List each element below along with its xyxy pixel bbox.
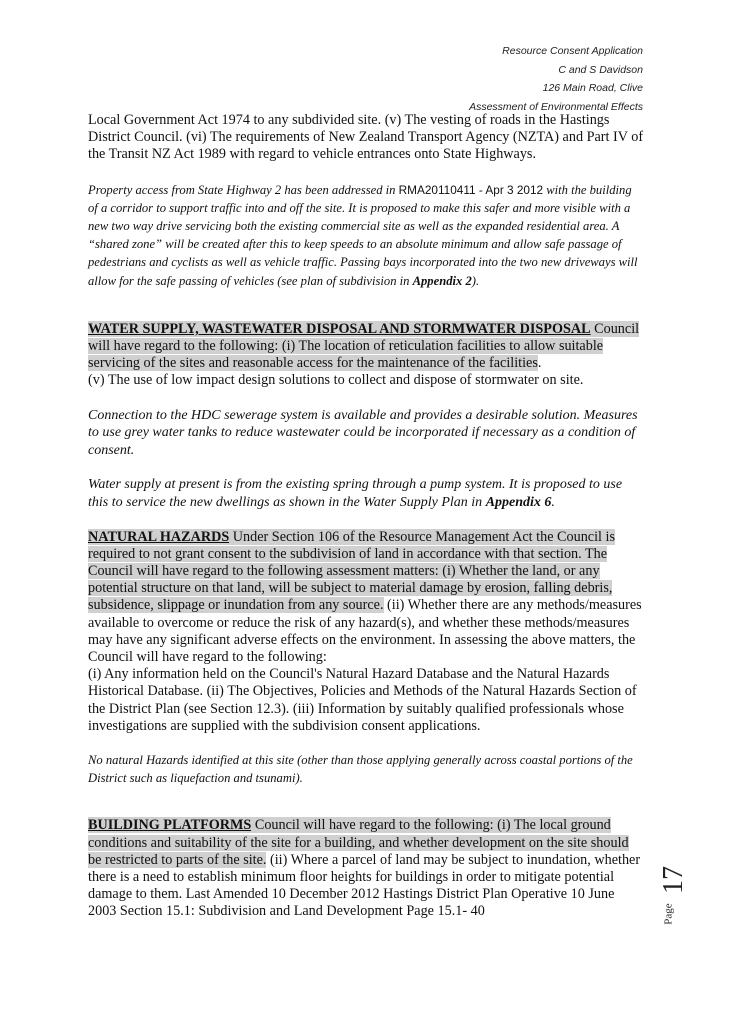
document-body: [88, 112, 644, 921]
paragraph-sewer: Connection to the HDC sewerage system is available and provides a desirable solution. Measures to use grey water tanks to reduce wastewater could be incorporated if necessary as a condition of consent.: [88, 407, 638, 458]
paragraph-water-supply: Water supply at present is from the existing spring through a pump system. It is proposed to use this to service the new dwellings as shown in the Water Supply Plan in Appendix 6.: [88, 477, 623, 511]
header-applicant: C and S Davidson: [558, 63, 643, 76]
appendix-reference: Appendix 6: [485, 495, 552, 511]
page-label: Page: [662, 903, 675, 925]
header-subtitle: Assessment of Environmental Effects: [469, 100, 643, 113]
paragraph-property-access: Property access from State Highway 2 has been addressed in RMA20110411 - Apr 3 2012 with the building of a corridor to support traffic into and off the site. It is proposed to make this safer and more visible with a new two way drive servicing both the existing commercial site as well as the expanded residential area. A “shared zone” will be created after this to keep speeds to an absolute minimum and allow safe passage of pedestrians and cyclists as well as vehicle traffic. Passing bays incorporated into the two new driveways will allow for the safe passing of vehicles (see plan of subdivision in Appendix 2).: [88, 182, 638, 288]
appendix-reference: Appendix 2: [412, 273, 472, 288]
section-heading: NATURAL HAZARDS: [88, 528, 230, 545]
header-address: 126 Main Road, Clive: [542, 82, 643, 95]
section-heading: BUILDING PLATFORMS: [88, 817, 252, 834]
header-title: Resource Consent Application: [502, 45, 643, 57]
section-water-supply: WATER SUPPLY, WASTEWATER DISPOSAL AND STORMWATER DISPOSAL Council will have regard to the following: (i) The location of reticulation facilities to allow suitable servicing of the sites and reasonable access for the maintenance of the facilities. (v) The use of low impact design solutions to collect and dispose of stormwater on site.: [88, 320, 640, 389]
page-number-block: [658, 860, 706, 940]
document-header: [343, 42, 643, 116]
page-number: 17: [658, 866, 689, 894]
consent-reference: RMA20110411 - Apr 3 2012: [398, 182, 544, 197]
paragraph-no-hazards: No natural Hazards identified at this site (other than those applying generally across coastal portions of the District such as liquefaction and tsunami).: [88, 753, 633, 786]
section-natural-hazards: NATURAL HAZARDS Under Section 106 of the Resource Management Act the Council is required to not grant consent to the subdivision of land in accordance with that section. The Council will have regard to the following assessment matters: (i) Whether the land, or any potential structure on that land, will be subject to material damage by erosion, falling debris, subsidence, slippage or inundation from any source. (ii) Whether there are any methods/measures available to overcome or reduce the risk of any hazard(s), and whether these methods/measures may have any significant adverse effects on the environment. In assessing the above matters, the Council will have regard to the following: (i) Any information held on the Council's Natural Hazard Database and the Natural Hazards Historical Database. (ii) The Objectives, Policies and Methods of the Natural Hazards Section of the District Plan (see Section 12.3). (iii) Information by suitably qualified professionals whose investigations are supplied with the subdivision consent applications.: [88, 528, 642, 734]
section-heading: WATER SUPPLY, WASTEWATER DISPOSAL AND STORMWATER DISPOSAL: [88, 320, 591, 337]
paragraph-transport: Local Government Act 1974 to any subdivided site. (v) The vesting of roads in the Hastings District Council. (vi) The requirements of New Zealand Transport Agency (NZTA) and Part IV of the Transit NZ Act 1989 with regard to vehicle entrances onto State Highways.: [88, 112, 644, 163]
section-building-platforms: BUILDING PLATFORMS Council will have regard to the following: (i) The local ground conditions and suitability of the site for a building, and whether development on the site should be restricted to parts of the site. (ii) Where a parcel of land may be subject to inundation, whether there is a need to establish minimum floor heights for buildings in order to mitigate potential damage to them. Last Amended 10 December 2012 Hastings District Plan Operative 10 June 2003 Section 15.1: Subdivision and Land Development Page 15.1- 40: [88, 817, 641, 920]
